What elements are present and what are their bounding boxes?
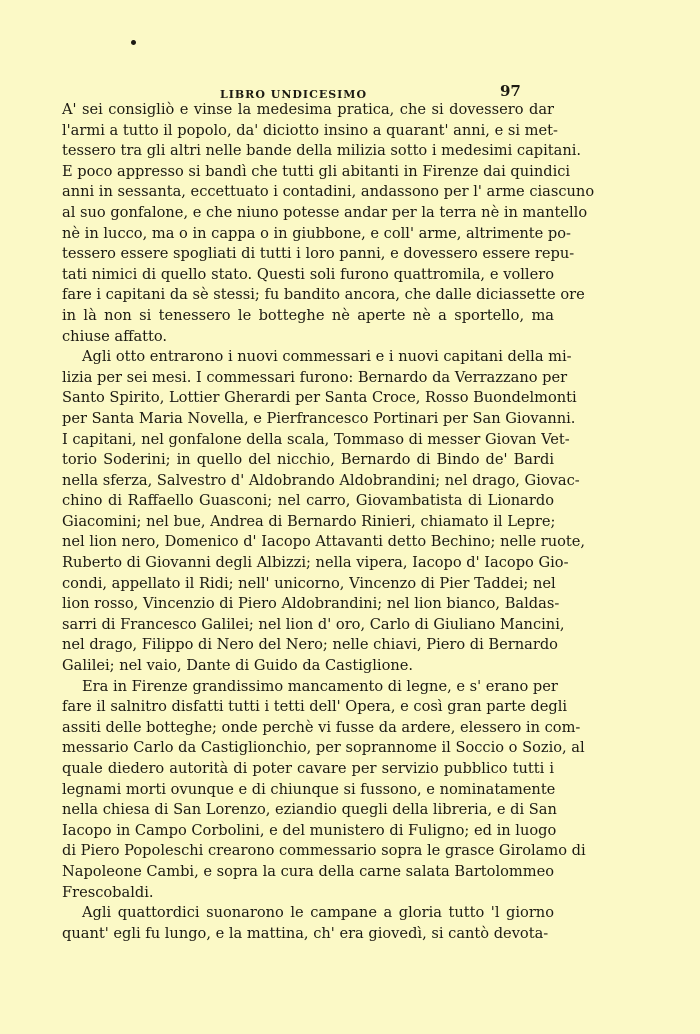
paragraph <box>62 347 586 677</box>
text-line: nel lion nero, Domenico d' Iacopo Attavanti detto Bechino; nelle ruote, <box>62 533 586 551</box>
text-line: nella sferza, Salvestro d' Aldobrando Aldobrandini; nel drago, Giovac- <box>62 471 580 489</box>
text-line: quale diedero autorità di poter cavare per servizio pubblico tutti i <box>62 760 554 777</box>
text-line: Frescobaldi. <box>62 883 154 901</box>
page-number: 97 <box>500 82 521 100</box>
paragraph <box>62 677 586 904</box>
text-line: lion rosso, Vincenzio di Piero Aldobrandini; nel lion bianco, Baldas- <box>62 595 560 613</box>
text-line: l'armi a tutto il popolo, da' diciotto insino a quarant' anni, e si met- <box>62 121 558 139</box>
text-line: messario Carlo da Castiglionchio, per soprannome il Soccio o Sozio, al <box>62 739 585 757</box>
text-line: legnami morti ovunque e di chiunque si fussono, e nominatamente <box>62 780 556 798</box>
text-line: A' sei consigliò e vinse la medesima pratica, che si dovessero dar <box>62 101 554 118</box>
text-line: in là non si tenessero le botteghe nè aperte nè a sportello, ma <box>62 306 554 324</box>
text-line: fare i capitani da sè stessi; fu bandito ancora, che dalle diciassette ore <box>62 286 585 304</box>
text-line: lizia per sei mesi. I commessari furono: Bernardo da Verrazzano per <box>62 368 568 386</box>
text-line: al suo gonfalone, e che niuno potesse andar per la terra nè in mantello <box>62 203 588 221</box>
text-line: I capitani, nel gonfalone della scala, Tommaso di messer Giovan Vet- <box>62 430 570 448</box>
text-line: Napoleone Cambi, e sopra la cura della carne salata Bartolommeo <box>62 862 555 880</box>
text-line: di Piero Popoleschi crearono commessario sopra le grasce Girolamo di <box>62 842 586 860</box>
text-line: Ruberto di Giovanni degli Albizzi; nella vipera, Iacopo d' Iacopo Gio- <box>62 554 569 572</box>
text-line: Agli quattordici suonarono le campane a gloria tutto 'l giorno <box>82 904 554 922</box>
text-line: Santo Spirito, Lottier Gherardi per Santa Croce, Rosso Buondelmonti <box>62 389 577 407</box>
text-line: sarri di Francesco Galilei; nel lion d' oro, Carlo di Giuliano Mancini, <box>62 615 565 633</box>
text-line: fare il salnitro disfatti tutti i tetti dell' Opera, e così gran parte degli <box>62 698 568 716</box>
body-text <box>62 100 595 944</box>
text-line: condi, appellato il Ridi; nell' unicorno, Vincenzo di Pier Taddei; nel <box>62 574 556 592</box>
text-line: quant' egli fu lungo, e la mattina, ch' era giovedì, si cantò devota- <box>62 924 549 942</box>
paragraph <box>62 100 595 347</box>
text-line: Giacomini; nel bue, Andrea di Bernardo Rinieri, chiamato il Lepre; <box>62 512 556 530</box>
text-line: tati nimici di quello stato. Questi soli furono quattromila, e vollero <box>62 265 554 283</box>
text-line: nè in lucco, ma o in cappa o in giubbone, e coll' arme, altrimente po- <box>62 224 571 242</box>
text-line: Agli otto entrarono i nuovi commessari e i nuovi capitani della mi- <box>82 348 572 366</box>
text-line: assiti delle botteghe; onde perchè vi fusse da ardere, elessero in com- <box>62 718 581 736</box>
text-line: tessero tra gli altri nelle bande della milizia sotto i medesimi capitani. <box>62 142 582 160</box>
text-line: tessero essere spogliati di tutti i loro panni, e dovessero essere repu- <box>62 245 575 263</box>
text-line: chino di Raffaello Guasconi; nel carro, Giovambatista di Lionardo <box>62 492 554 510</box>
text-line: torio Soderini; in quello del nicchio, Bernardo di Bindo de' Bardi <box>62 451 554 469</box>
text-line: chiuse affatto. <box>62 327 168 345</box>
text-line: anni in sessanta, eccettuato i contadini, andassono per l' arme ciascuno <box>62 183 595 201</box>
text-line: Iacopo in Campo Corbolini, e del munistero di Fuligno; ed in luogo <box>62 821 557 839</box>
text-line: nella chiesa di San Lorenzo, eziandio quegli della libreria, e di San <box>62 801 557 819</box>
text-line: Era in Firenze grandissimo mancamento di legne, e s' erano per <box>82 677 558 695</box>
text-line: Galilei; nel vaio, Dante di Guido da Castiglione. <box>62 657 414 675</box>
text-line: nel drago, Filippo di Nero del Nero; nelle chiavi, Piero di Bernardo <box>62 636 558 654</box>
running-title: LIBRO UNDICESIMO <box>220 88 368 101</box>
ink-speck <box>131 40 136 45</box>
text-line: E poco appresso si bandì che tutti gli abitanti in Firenze dai quindici <box>62 162 571 180</box>
text-line: per Santa Maria Novella, e Pierfrancesco Portinari per San Giovanni. <box>62 409 576 427</box>
paragraph <box>62 903 554 944</box>
